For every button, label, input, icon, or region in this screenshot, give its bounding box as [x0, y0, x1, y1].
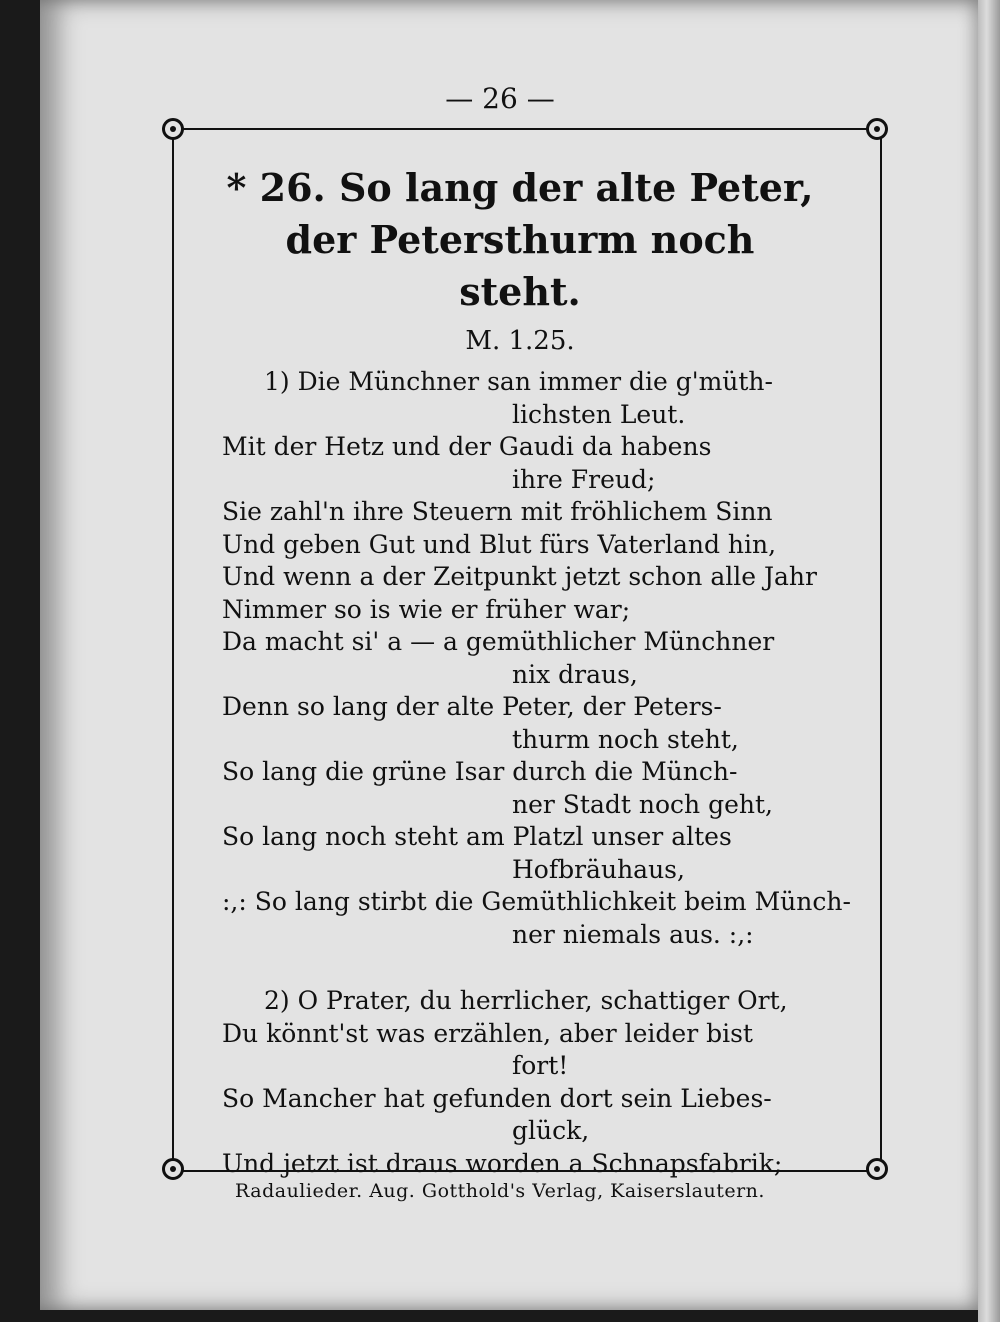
verse-line: Da macht si' a — a gemüthlicher Münchner [222, 627, 775, 656]
corner-ornament-icon [866, 1158, 888, 1180]
verse-line: thurm noch steht, [512, 724, 739, 754]
verse-line: So lang die grüne Isar durch die Münch- [222, 757, 738, 786]
song-title-line-2: der Petersthurm noch steht. [285, 217, 755, 314]
melody-reference: M. 1.25. [465, 326, 575, 356]
verse-line: :,: So lang stirbt die Gemüthlichkeit beim Münch- [222, 887, 851, 916]
verse-line: So Mancher hat gefunden dort sein Liebes- [222, 1083, 772, 1113]
verse-line: Sie zahl'n ihre Steuern mit fröhlichem Sinn [222, 497, 773, 526]
verse-gap [222, 951, 818, 985]
verse-line: Nimmer so is wie er früher war; [222, 594, 631, 624]
page-edge [978, 0, 1000, 1322]
corner-ornament-icon [866, 118, 888, 140]
song-content [222, 162, 851, 1180]
verse-line: Und wenn a der Zeitpunkt jetzt schon alle Jahr [222, 562, 817, 591]
song-title-line-1: * 26. So lang der alte Peter, [226, 165, 814, 210]
verse-line: So lang noch steht am Platzl unser altes [222, 822, 732, 851]
verse-line: fort! [512, 1051, 569, 1080]
verse-line: Hofbräuhaus, [512, 854, 685, 884]
verse-1 [222, 366, 851, 951]
verse-line: 1) Die Münchner san immer die g'müth- [264, 367, 773, 396]
verse-line: glück, [512, 1116, 590, 1145]
verse-line: Und jetzt ist draus worden a Schnapsfabrik; [222, 1148, 783, 1178]
verse-line: lichsten Leut. [512, 399, 686, 429]
verse-line: Denn so lang der alte Peter, der Peters- [222, 692, 722, 721]
corner-ornament-icon [162, 118, 184, 140]
verse-line: Mit der Hetz und der Gaudi da habens [222, 432, 712, 461]
verse-line: nix draus, [512, 659, 638, 689]
verse-line: ner niemals aus. :,: [512, 919, 754, 949]
verse-line: Du könnt'st was erzählen, aber leider bist [222, 1018, 753, 1048]
publisher-footer: Radaulieder. Aug. Gotthold's Verlag, Kaiserslautern. [235, 1180, 765, 1202]
verse-line: 2) O Prater, du herrlicher, schattiger Ort, [264, 986, 788, 1015]
song-title [222, 162, 818, 318]
verse-line: ner Stadt noch geht, [512, 789, 773, 819]
verse-2 [222, 985, 818, 1180]
verse-line: ihre Freud; [512, 464, 656, 494]
verse-line: Und geben Gut und Blut fürs Vaterland hin, [222, 529, 777, 559]
page-number: — 26 — [445, 82, 555, 115]
verses [222, 366, 851, 1180]
corner-ornament-icon [162, 1158, 184, 1180]
